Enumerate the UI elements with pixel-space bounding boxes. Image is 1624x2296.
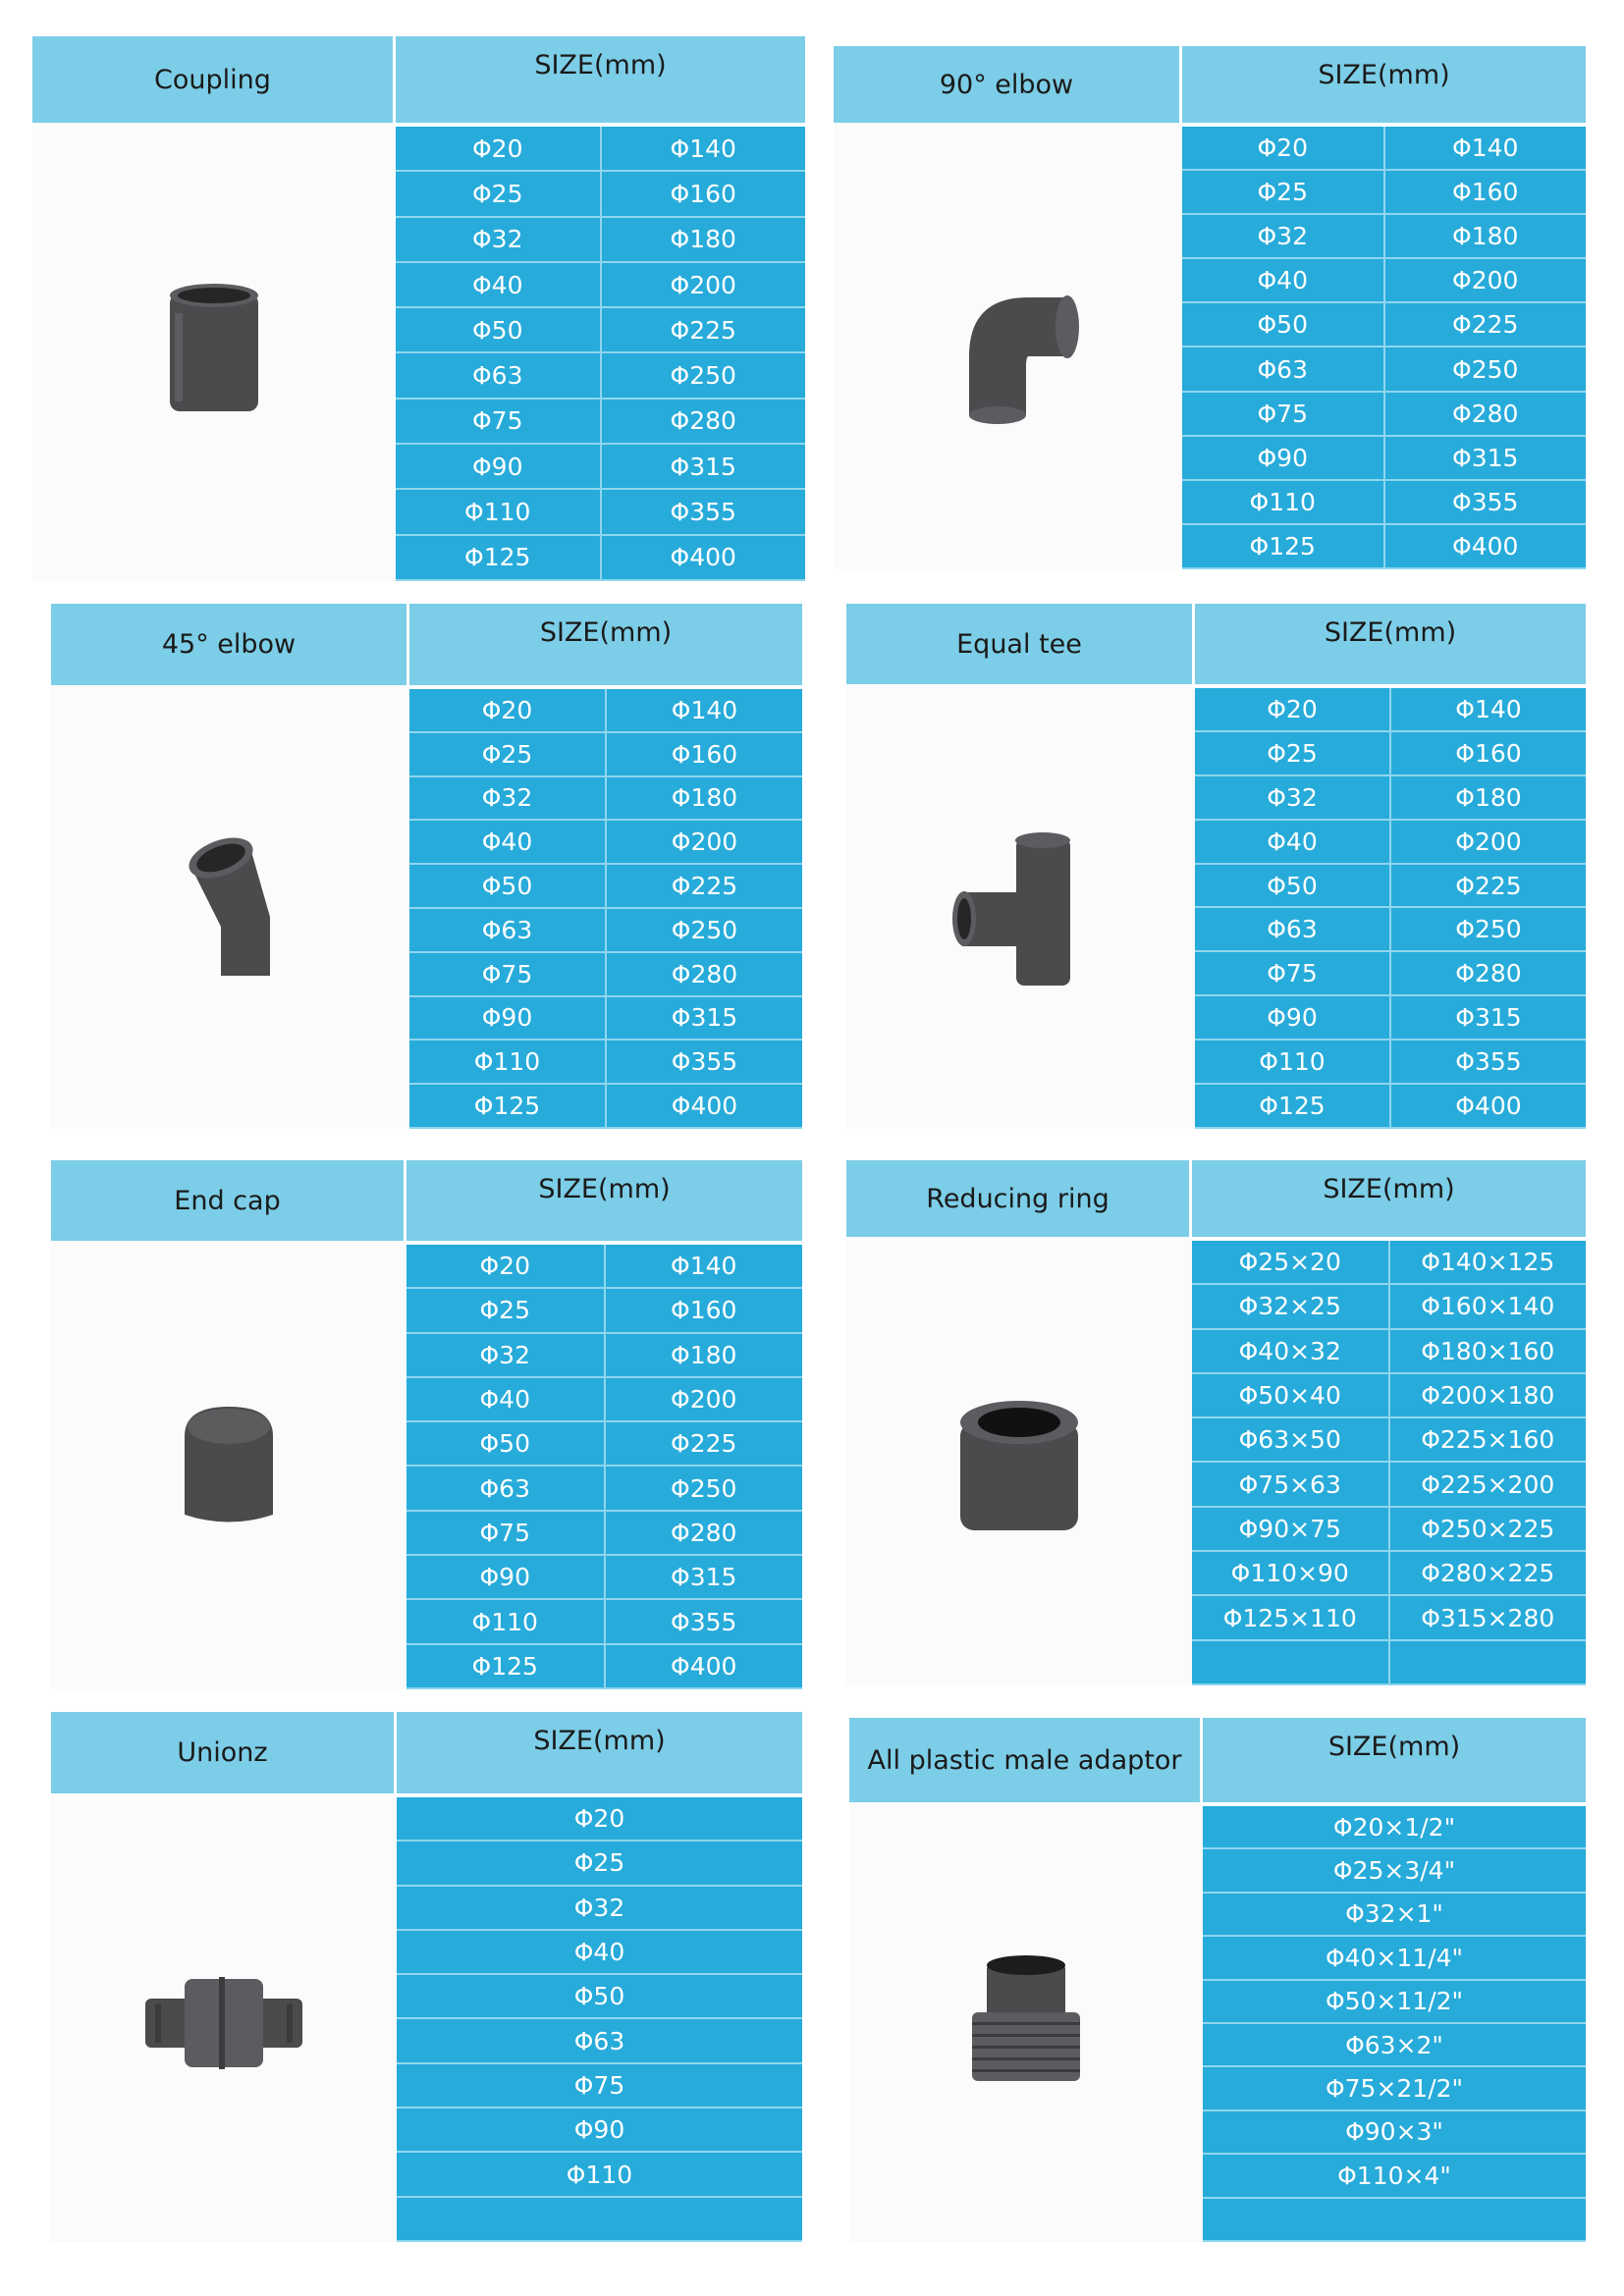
size-row xyxy=(1203,1849,1586,1893)
size-cell: Φ180 xyxy=(1383,215,1587,257)
size-row xyxy=(396,490,805,535)
product-name: Equal tee xyxy=(846,604,1195,684)
size-cell: Φ50 xyxy=(479,1429,530,1459)
size-row xyxy=(409,865,802,909)
size-row xyxy=(1182,347,1586,392)
size-cell: Φ50×40 xyxy=(1238,1381,1341,1411)
size-cell xyxy=(397,2198,802,2240)
size-row xyxy=(1182,259,1586,303)
size-row xyxy=(397,2109,802,2153)
size-cell xyxy=(1192,1641,1388,1683)
size-row xyxy=(1195,865,1586,909)
size-cell: Φ125 xyxy=(473,1092,541,1121)
size-row xyxy=(1192,1641,1586,1685)
size-cell: Φ90 xyxy=(472,452,523,481)
size-cell: Φ110 xyxy=(566,2160,633,2189)
size-row xyxy=(409,777,802,822)
size-header: SIZE(mm) xyxy=(406,1160,802,1241)
size-cell: Φ25 xyxy=(573,1848,625,1878)
size-cell: Φ32 xyxy=(573,1893,625,1922)
size-row xyxy=(396,445,805,490)
size-row xyxy=(397,1975,802,2019)
size-row xyxy=(406,1645,802,1689)
size-cell: Φ160 xyxy=(1383,171,1587,213)
size-row xyxy=(1192,1374,1586,1418)
size-row xyxy=(397,1887,802,1931)
size-row xyxy=(1195,1041,1586,1085)
size-row xyxy=(1203,2111,1586,2155)
size-cell: Φ400 xyxy=(600,536,806,579)
size-cell: Φ250 xyxy=(1383,347,1587,390)
size-table xyxy=(1182,127,1586,569)
size-row xyxy=(1195,732,1586,776)
size-row xyxy=(1203,1937,1586,1980)
size-cell: Φ140 xyxy=(1389,688,1586,730)
size-row xyxy=(409,1085,802,1129)
size-row xyxy=(1203,1981,1586,2024)
equal-tee-fitting-icon xyxy=(923,809,1119,1005)
size-cell: Φ280 xyxy=(1383,393,1587,435)
size-cell: Φ250 xyxy=(1389,908,1586,950)
size-cell: Φ40×11/4" xyxy=(1325,1943,1464,1972)
size-row xyxy=(397,1797,802,1842)
size-row xyxy=(1192,1330,1586,1374)
size-table xyxy=(1192,1241,1586,1685)
size-row xyxy=(397,1931,802,1975)
product-photo xyxy=(846,1237,1192,1685)
size-cell: Φ355 xyxy=(604,1600,803,1642)
product-card-union xyxy=(51,1712,802,2242)
size-cell: Φ250 xyxy=(604,1467,803,1509)
size-cell: Φ200 xyxy=(1389,821,1586,863)
size-row xyxy=(396,172,805,217)
size-row xyxy=(1192,1418,1586,1463)
size-row xyxy=(397,2198,802,2242)
size-cell: Φ140×125 xyxy=(1388,1241,1587,1283)
size-cell: Φ25 xyxy=(1257,178,1308,207)
size-cell: Φ355 xyxy=(1389,1041,1586,1083)
size-cell: Φ160×140 xyxy=(1388,1285,1587,1327)
size-cell: Φ32 xyxy=(481,783,533,813)
size-cell: Φ225 xyxy=(1383,303,1587,346)
size-row xyxy=(1182,171,1586,215)
size-row xyxy=(397,2153,802,2197)
size-cell: Φ25×20 xyxy=(1238,1248,1341,1277)
size-cell: Φ280×225 xyxy=(1388,1552,1587,1594)
size-cell: Φ90 xyxy=(1257,443,1308,472)
size-row xyxy=(396,218,805,263)
size-cell: Φ160 xyxy=(605,733,802,775)
product-card-adaptor xyxy=(849,1718,1586,2242)
size-cell: Φ110 xyxy=(464,498,531,527)
size-cell: Φ25×3/4" xyxy=(1332,1856,1456,1886)
product-photo xyxy=(849,1802,1203,2242)
size-cell: Φ250 xyxy=(600,353,806,397)
size-row xyxy=(406,1334,802,1378)
size-row xyxy=(397,1842,802,1886)
product-card-ring xyxy=(846,1160,1586,1685)
size-row xyxy=(1182,437,1586,481)
size-cell: Φ63×2" xyxy=(1345,2030,1443,2059)
size-cell: Φ20 xyxy=(573,1804,625,1834)
size-row xyxy=(406,1422,802,1467)
size-cell: Φ125 xyxy=(1249,531,1316,561)
size-cell: Φ90×75 xyxy=(1238,1514,1341,1543)
size-cell: Φ75 xyxy=(573,2070,625,2100)
size-table xyxy=(397,1797,802,2242)
size-cell: Φ75 xyxy=(1257,399,1308,428)
size-cell: Φ225 xyxy=(1389,865,1586,907)
size-cell: Φ355 xyxy=(600,490,806,533)
size-cell: Φ75 xyxy=(481,959,533,988)
size-table xyxy=(396,127,805,581)
size-cell: Φ75 xyxy=(472,406,523,436)
size-row xyxy=(409,909,802,953)
size-cell: Φ63 xyxy=(479,1473,530,1503)
product-photo xyxy=(846,684,1195,1129)
size-cell: Φ400 xyxy=(604,1645,803,1687)
size-cell: Φ180 xyxy=(604,1334,803,1376)
size-cell: Φ400 xyxy=(1383,525,1587,567)
size-row xyxy=(1182,303,1586,347)
size-row xyxy=(1203,1806,1586,1849)
size-cell: Φ110 xyxy=(1249,487,1316,516)
size-row xyxy=(1182,525,1586,569)
size-cell: Φ200×180 xyxy=(1388,1374,1587,1416)
size-row xyxy=(1195,996,1586,1041)
size-cell: Φ40 xyxy=(573,1938,625,1967)
size-row xyxy=(1195,952,1586,996)
size-cell: Φ140 xyxy=(1383,127,1587,169)
size-cell: Φ32 xyxy=(472,225,523,254)
size-cell: Φ125 xyxy=(464,543,531,572)
size-row xyxy=(396,127,805,172)
elbow-90-fitting-icon xyxy=(910,248,1107,445)
coupling-fitting-icon xyxy=(116,254,312,451)
size-cell: Φ180 xyxy=(1389,776,1586,819)
size-row xyxy=(1203,2155,1586,2198)
size-cell: Φ180 xyxy=(605,777,802,820)
size-cell: Φ40 xyxy=(479,1385,530,1415)
size-cell: Φ63 xyxy=(481,915,533,944)
product-card-elbow45 xyxy=(51,604,802,1129)
size-row xyxy=(397,2019,802,2063)
size-row xyxy=(409,1041,802,1085)
size-cell: Φ20 xyxy=(1267,694,1318,723)
size-cell: Φ63×50 xyxy=(1238,1425,1341,1455)
size-cell: Φ63 xyxy=(1257,354,1308,384)
size-cell: Φ355 xyxy=(1383,481,1587,523)
size-cell: Φ25 xyxy=(479,1296,530,1325)
size-cell: Φ315×280 xyxy=(1388,1596,1587,1638)
size-cell: Φ40 xyxy=(1257,266,1308,295)
size-cell: Φ25 xyxy=(472,179,523,208)
size-row xyxy=(1192,1552,1586,1596)
size-cell: Φ280 xyxy=(600,400,806,443)
size-cell: Φ280 xyxy=(604,1512,803,1554)
size-cell: Φ110 xyxy=(473,1047,541,1077)
size-cell: Φ32 xyxy=(1267,782,1318,812)
size-cell: Φ315 xyxy=(1383,437,1587,479)
size-cell: Φ250×225 xyxy=(1388,1508,1587,1550)
size-row xyxy=(409,997,802,1041)
size-cell: Φ40 xyxy=(481,828,533,857)
size-row xyxy=(1192,1508,1586,1552)
product-card-coupling xyxy=(32,36,805,581)
size-row xyxy=(406,1245,802,1289)
size-cell: Φ50 xyxy=(472,315,523,345)
size-header: SIZE(mm) xyxy=(1192,1160,1586,1237)
size-cell: Φ90 xyxy=(481,1003,533,1033)
size-cell: Φ250 xyxy=(605,909,802,951)
size-cell: Φ125 xyxy=(471,1651,538,1681)
size-cell: Φ400 xyxy=(1389,1085,1586,1127)
size-cell: Φ32 xyxy=(1257,222,1308,251)
size-cell: Φ110×4" xyxy=(1337,2161,1451,2190)
product-name: Unionz xyxy=(51,1712,397,1793)
size-row xyxy=(1203,2024,1586,2067)
size-row xyxy=(396,308,805,353)
product-card-elbow90 xyxy=(834,46,1586,569)
size-header: SIZE(mm) xyxy=(1195,604,1586,684)
product-name: 90° elbow xyxy=(834,46,1182,123)
size-cell: Φ50×11/2" xyxy=(1325,1987,1464,2016)
size-table xyxy=(1195,688,1586,1129)
size-cell: Φ225×200 xyxy=(1388,1463,1587,1505)
size-cell: Φ200 xyxy=(1383,259,1587,301)
size-cell: Φ110×90 xyxy=(1230,1559,1349,1588)
size-header: SIZE(mm) xyxy=(1182,46,1586,123)
size-row xyxy=(1182,481,1586,525)
product-card-endcap xyxy=(51,1160,802,1689)
size-row xyxy=(406,1467,802,1511)
size-cell: Φ90 xyxy=(1267,1003,1318,1033)
size-cell: Φ110 xyxy=(471,1607,538,1636)
size-cell: Φ50 xyxy=(481,872,533,901)
size-row xyxy=(406,1600,802,1644)
size-header: SIZE(mm) xyxy=(409,604,802,685)
size-cell: Φ280 xyxy=(1389,952,1586,994)
size-row xyxy=(1182,127,1586,171)
size-cell: Φ225 xyxy=(605,865,802,907)
size-cell: Φ125 xyxy=(1259,1091,1326,1120)
product-photo xyxy=(51,1241,406,1689)
size-cell: Φ160 xyxy=(604,1289,803,1331)
size-row xyxy=(396,263,805,308)
size-cell: Φ315 xyxy=(600,445,806,488)
size-cell: Φ20×1/2" xyxy=(1332,1812,1456,1842)
size-cell: Φ20 xyxy=(1257,133,1308,163)
size-cell: Φ90×3" xyxy=(1345,2117,1443,2147)
size-header: SIZE(mm) xyxy=(397,1712,802,1793)
size-table xyxy=(1203,1806,1586,2242)
size-cell: Φ32×25 xyxy=(1238,1292,1341,1321)
size-cell: Φ180 xyxy=(600,218,806,261)
male-adaptor-fitting-icon xyxy=(928,1924,1124,2120)
size-row xyxy=(396,536,805,581)
size-cell: Φ20 xyxy=(479,1252,530,1281)
size-cell: Φ225×160 xyxy=(1388,1418,1587,1461)
size-cell: Φ140 xyxy=(605,689,802,731)
size-cell: Φ180×160 xyxy=(1388,1330,1587,1372)
product-name: Reducing ring xyxy=(846,1160,1192,1237)
size-row xyxy=(1192,1596,1586,1640)
size-row xyxy=(1192,1285,1586,1329)
product-name: Coupling xyxy=(32,36,396,123)
size-cell: Φ40×32 xyxy=(1238,1336,1341,1365)
elbow-45-fitting-icon xyxy=(133,809,329,1005)
size-row xyxy=(409,689,802,733)
reducing-ring-fitting-icon xyxy=(921,1363,1117,1560)
size-cell: Φ75×21/2" xyxy=(1325,2074,1464,2104)
size-cell: Φ125×110 xyxy=(1222,1603,1357,1632)
size-cell: Φ400 xyxy=(605,1085,802,1127)
size-row xyxy=(406,1289,802,1333)
size-row xyxy=(1195,908,1586,952)
size-row xyxy=(1192,1241,1586,1285)
size-row xyxy=(409,733,802,777)
size-cell: Φ50 xyxy=(1257,310,1308,340)
size-row xyxy=(406,1512,802,1556)
size-cell: Φ20 xyxy=(472,133,523,163)
product-photo xyxy=(51,1793,397,2242)
union-fitting-icon xyxy=(126,1920,322,2116)
size-cell: Φ200 xyxy=(600,263,806,306)
size-cell: Φ355 xyxy=(605,1041,802,1083)
size-cell: Φ160 xyxy=(600,172,806,215)
size-cell: Φ90 xyxy=(479,1563,530,1592)
size-row xyxy=(1182,215,1586,259)
size-cell: Φ315 xyxy=(1389,996,1586,1039)
size-row xyxy=(1192,1463,1586,1507)
size-row xyxy=(409,953,802,997)
size-table xyxy=(409,689,802,1129)
product-name: 45° elbow xyxy=(51,604,409,685)
size-cell: Φ280 xyxy=(605,953,802,995)
size-header: SIZE(mm) xyxy=(396,36,805,123)
size-row xyxy=(1203,2199,1586,2242)
size-cell: Φ200 xyxy=(605,821,802,863)
size-cell xyxy=(1203,2199,1586,2240)
product-card-tee xyxy=(846,604,1586,1129)
size-row xyxy=(1195,821,1586,865)
size-cell: Φ20 xyxy=(481,695,533,724)
size-cell: Φ110 xyxy=(1259,1047,1326,1077)
size-row xyxy=(406,1378,802,1422)
size-cell: Φ315 xyxy=(605,997,802,1040)
size-cell: Φ140 xyxy=(604,1245,803,1287)
size-cell: Φ63 xyxy=(1267,915,1318,944)
size-cell: Φ50 xyxy=(1267,871,1318,900)
size-cell: Φ63 xyxy=(472,361,523,391)
size-cell: Φ160 xyxy=(1389,732,1586,774)
size-cell: Φ225 xyxy=(604,1422,803,1465)
size-cell: Φ200 xyxy=(604,1378,803,1420)
size-row xyxy=(1195,1085,1586,1129)
size-cell: Φ75×63 xyxy=(1238,1469,1341,1499)
size-row xyxy=(1182,393,1586,437)
size-header: SIZE(mm) xyxy=(1203,1718,1586,1802)
product-name: End cap xyxy=(51,1160,406,1241)
size-row xyxy=(1203,1894,1586,1937)
product-photo xyxy=(834,123,1182,569)
product-photo xyxy=(51,685,409,1129)
size-cell: Φ75 xyxy=(1267,959,1318,988)
end-cap-fitting-icon xyxy=(131,1367,327,1564)
size-cell: Φ32 xyxy=(479,1340,530,1369)
size-row xyxy=(396,400,805,445)
size-row xyxy=(409,821,802,865)
size-cell: Φ75 xyxy=(479,1518,530,1547)
size-row xyxy=(1195,776,1586,821)
size-cell: Φ90 xyxy=(573,2115,625,2145)
size-cell: Φ63 xyxy=(573,2026,625,2056)
size-cell: Φ32×1" xyxy=(1345,1899,1443,1929)
size-row xyxy=(1203,2067,1586,2110)
size-cell: Φ50 xyxy=(573,1982,625,2011)
size-row xyxy=(406,1556,802,1600)
product-name: All plastic male adaptor xyxy=(849,1718,1203,1802)
size-table xyxy=(406,1245,802,1689)
size-cell xyxy=(1388,1641,1587,1683)
size-cell: Φ140 xyxy=(600,127,806,170)
size-row xyxy=(397,2064,802,2109)
size-cell: Φ25 xyxy=(1267,738,1318,768)
size-cell: Φ315 xyxy=(604,1556,803,1598)
size-cell: Φ40 xyxy=(1267,827,1318,856)
size-cell: Φ25 xyxy=(481,739,533,769)
size-cell: Φ40 xyxy=(472,270,523,299)
size-cell: Φ225 xyxy=(600,308,806,351)
size-row xyxy=(1195,688,1586,732)
product-photo xyxy=(32,123,396,581)
size-row xyxy=(396,353,805,399)
